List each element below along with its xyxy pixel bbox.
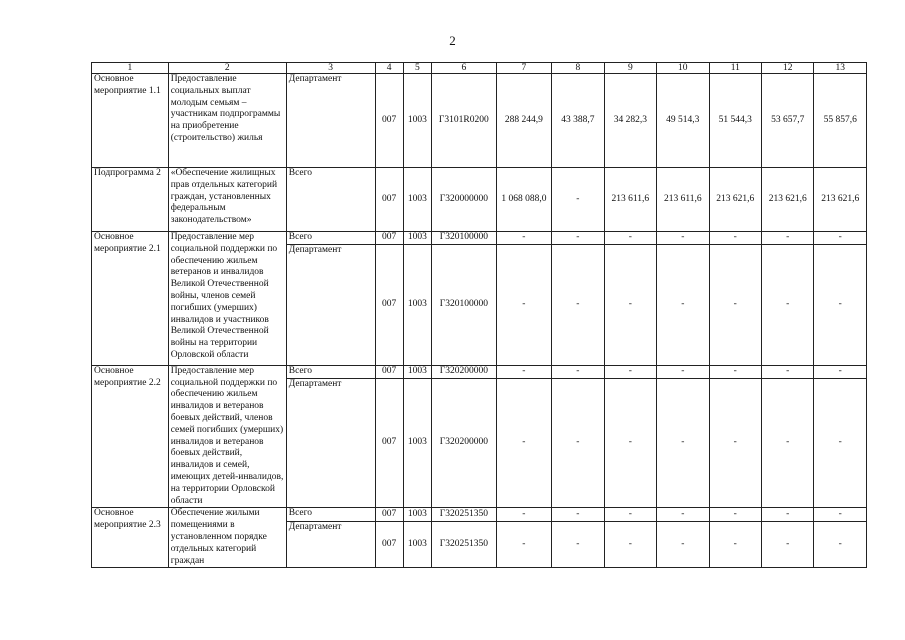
header-cell: 6 [432,63,497,74]
item-name-cell: Предоставление мер социальной поддержки по обеспечению жильем ветеранов и инвалидов Великой Отечественной войны, членов семей погибших (умерших) инвалидов и участников Великой Отечественной войны на территории Орловской области [168,232,286,366]
value-cell: - [657,508,709,522]
value-cell: Г320251350 [432,522,497,568]
item-code-cell: Основное мероприятие 2.1 [92,232,169,366]
value-cell: - [604,508,656,522]
value-cell: 213 621,6 [762,168,814,232]
value-cell: - [496,378,552,507]
value-cell: 55 857,6 [814,74,867,168]
value-cell: 007 [375,508,403,522]
value-cell: - [762,232,814,245]
value-cell: - [814,232,867,245]
value-cell: 49 514,3 [657,74,709,168]
responsible-cell: Департамент [286,522,375,568]
value-cell: - [496,508,552,522]
value-cell: - [657,522,709,568]
header-cell: 1 [92,63,169,74]
value-cell: - [552,232,604,245]
responsible-cell: Департамент [286,244,375,365]
value-cell: Г320100000 [432,232,497,245]
item-code-cell: Основное мероприятие 1.1 [92,74,169,168]
value-cell: - [709,365,761,378]
value-cell: Г320251350 [432,508,497,522]
value-cell: - [814,508,867,522]
header-cell: 8 [552,63,604,74]
responsible-cell: Всего [286,365,375,378]
table-row [92,74,867,168]
value-cell: Г320200000 [432,365,497,378]
table-row [92,232,867,245]
header-cell: 5 [403,63,431,74]
value-cell: - [552,365,604,378]
value-cell: 213 611,6 [657,168,709,232]
responsible-cell: Департамент [286,74,375,168]
value-cell: 007 [375,378,403,507]
responsible-cell: Департамент [286,378,375,507]
item-code-cell: Подпрограмма 2 [92,168,169,232]
item-name-cell: Предоставление мер социальной поддержки по обеспечению жильем инвалидов и ветеранов боевых действий, членов семей погибших (умерших) инвалидов и ветеранов боевых действий, инвалидов и семей, имеющих детей-инвалидов, на территории Орловской области [168,365,286,508]
table-body [92,63,867,568]
value-cell: - [762,522,814,568]
header-cell: 12 [762,63,814,74]
page-number: 2 [449,33,456,48]
value-cell: - [552,244,604,365]
header-cell: 3 [286,63,375,74]
value-cell: 1 068 088,0 [496,168,552,232]
value-cell: - [814,378,867,507]
value-cell: - [814,522,867,568]
value-cell: 007 [375,365,403,378]
value-cell: - [552,168,604,232]
value-cell: - [496,244,552,365]
value-cell: 007 [375,232,403,245]
header-cell: 11 [709,63,761,74]
value-cell: - [657,365,709,378]
budget-table [91,62,867,568]
value-cell: - [709,508,761,522]
value-cell: - [657,244,709,365]
header-cell: 7 [496,63,552,74]
value-cell: - [762,244,814,365]
value-cell: 1003 [403,378,431,507]
value-cell: 007 [375,168,403,232]
value-cell: - [496,522,552,568]
value-cell: - [814,365,867,378]
value-cell: - [657,378,709,507]
item-name-cell: Обеспечение жилыми помещениями в установленном порядке отдельных категорий граждан [168,508,286,568]
value-cell: 1003 [403,508,431,522]
value-cell: Г320100000 [432,244,497,365]
responsible-cell: Всего [286,508,375,522]
value-cell: - [762,378,814,507]
value-cell: - [762,365,814,378]
value-cell: - [496,365,552,378]
value-cell: 213 611,6 [604,168,656,232]
responsible-cell: Всего [286,232,375,245]
item-name-cell: «Обеспечение жилищных прав отдельных категорий граждан, установленных федеральным законодательством» [168,168,286,232]
header-cell: 4 [375,63,403,74]
value-cell: 1003 [403,244,431,365]
value-cell: - [604,522,656,568]
item-code-cell: Основное мероприятие 2.2 [92,365,169,508]
value-cell: 213 621,6 [709,168,761,232]
value-cell: 1003 [403,74,431,168]
header-cell: 13 [814,63,867,74]
value-cell: - [552,508,604,522]
value-cell: 288 244,9 [496,74,552,168]
value-cell: - [762,508,814,522]
header-cell: 9 [604,63,656,74]
value-cell: - [604,244,656,365]
header-cell: 2 [168,63,286,74]
value-cell: - [552,522,604,568]
value-cell: Г320000000 [432,168,497,232]
value-cell: - [604,365,656,378]
value-cell: 43 388,7 [552,74,604,168]
item-name-cell: Предоставление социальных выплат молодым семьям – участникам подпрограммы на приобретение (строительство) жилья [168,74,286,168]
value-cell: 007 [375,244,403,365]
value-cell: - [604,378,656,507]
value-cell: - [709,244,761,365]
value-cell: - [814,244,867,365]
value-cell: 1003 [403,168,431,232]
value-cell: - [709,378,761,507]
value-cell: 1003 [403,232,431,245]
table-row [92,508,867,522]
value-cell: 1003 [403,365,431,378]
header-cell: 10 [657,63,709,74]
item-code-cell: Основное мероприятие 2.3 [92,508,169,568]
value-cell: 213 621,6 [814,168,867,232]
value-cell: - [709,232,761,245]
value-cell: - [709,522,761,568]
value-cell: 51 544,3 [709,74,761,168]
value-cell: - [552,378,604,507]
value-cell: - [657,232,709,245]
value-cell: 53 657,7 [762,74,814,168]
header-row [92,63,867,74]
table-row [92,365,867,378]
value-cell: 007 [375,74,403,168]
value-cell: 007 [375,522,403,568]
value-cell: Г320200000 [432,378,497,507]
table-row [92,168,867,232]
value-cell: - [604,232,656,245]
value-cell: - [496,232,552,245]
responsible-cell: Всего [286,168,375,232]
value-cell: 34 282,3 [604,74,656,168]
value-cell: 1003 [403,522,431,568]
value-cell: Г3101R0200 [432,74,497,168]
